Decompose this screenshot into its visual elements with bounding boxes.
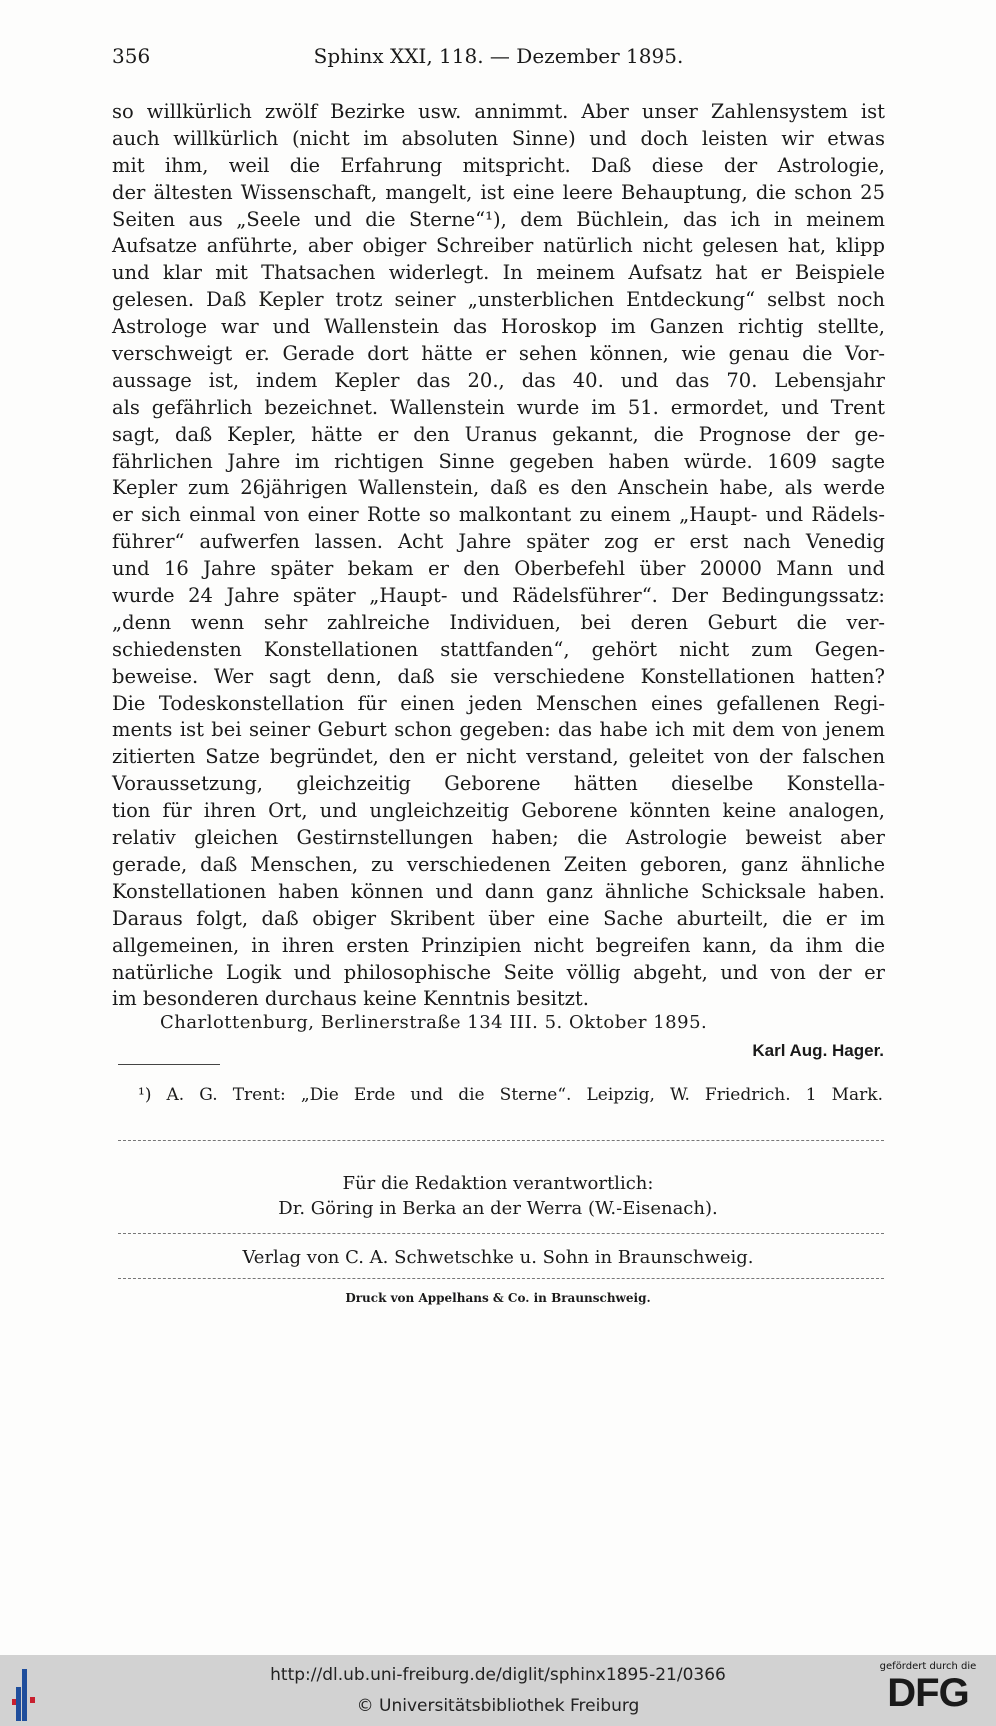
text-line: sagt, daß Kepler, hätte er den Uranus gekannt, die Prognose der ge- — [112, 422, 885, 446]
text-line: gerade, daß Menschen, zu verschiedenen Zeiten geboren, ganz ähnliche — [112, 852, 885, 876]
footnote: ¹) A. G. Trent: „Die Erde und die Sterne“. Leipzig, W. Friedrich. 1 Mark. — [138, 1085, 883, 1105]
divider — [118, 1233, 884, 1234]
divider — [118, 1278, 884, 1279]
text-line: der ältesten Wissenschaft, mangelt, ist eine leere Behauptung, die schon 25 — [112, 180, 885, 204]
text-line: natürliche Logik und philosophische Seite völlig abgeht, und von der er — [112, 960, 885, 984]
text-line: mit ihm, weil die Erfahrung mitspricht. Daß diese der Astrologie, — [112, 153, 885, 177]
viewer-footer — [0, 1655, 996, 1726]
text-line: allgemeinen, in ihren ersten Prinzipien nicht begreifen kann, da ihm die — [112, 933, 885, 957]
article-body — [112, 99, 885, 1013]
text-line: Voraussetzung, gleichzeitig Geborene hätten dieselbe Konstella- — [112, 772, 885, 796]
text-line: Kepler zum 26jährigen Wallenstein, daß es den Anschein habe, als werde — [112, 476, 885, 500]
imprint-editor: Dr. Göring in Berka an der Werra (W.-Eisenach). — [278, 1198, 718, 1219]
dfg-logo — [868, 1661, 988, 1723]
text-line: aussage ist, indem Kepler das 20., das 40. und das 70. Lebensjahr — [112, 368, 885, 392]
text-line: Aufsatze anführte, aber obiger Schreiber natürlich nicht gelesen hat, klipp — [112, 234, 885, 258]
page-number: 356 — [112, 44, 151, 68]
footnote-divider — [118, 1064, 220, 1065]
text-line: verschweigt er. Gerade dort hätte er sehen können, wie genau die Vor- — [112, 342, 885, 366]
text-line: und klar mit Thatsachen widerlegt. In meinem Aufsatz hat er Beispiele — [112, 261, 885, 285]
text-line: als gefährlich bezeichnet. Wallenstein wurde im 51. ermordet, und Trent — [112, 395, 885, 419]
copyright: © Universitätsbibliothek Freiburg — [356, 1696, 640, 1716]
imprint-publisher: Verlag von C. A. Schwetschke u. Sohn in Braunschweig. — [242, 1247, 754, 1268]
text-line: gelesen. Daß Kepler trotz seiner „unsterblichen Entdeckung“ selbst noch — [112, 288, 885, 312]
place-date: Charlottenburg, Berlinerstraße 134 III. 5. Oktober 1895. — [160, 1012, 708, 1033]
text-line: wurde 24 Jahre später „Haupt- und Rädelsführer“. Der Bedingungssatz: — [112, 584, 885, 608]
text-line: zitierten Satze begründet, den er nicht verstand, geleitet von der falschen — [112, 745, 885, 769]
text-line: beweise. Wer sagt denn, daß sie verschiedene Konstellationen hatten? — [112, 664, 885, 688]
text-line: Daraus folgt, daß obiger Skribent über eine Sache aburteilt, die er im — [112, 906, 885, 930]
text-line: ments ist bei seiner Geburt schon gegeben: das habe ich mit dem von jenem — [112, 718, 885, 742]
imprint-printer: Druck von Appelhans & Co. in Braunschweig. — [345, 1291, 651, 1305]
text-line: Konstellationen haben können und dann ganz ähnliche Schicksale haben. — [112, 879, 885, 903]
author-signature: Karl Aug. Hager. — [752, 1041, 884, 1060]
text-line: auch willkürlich (nicht im absoluten Sinne) und doch leisten wir etwas — [112, 126, 885, 150]
dfg-tagline: gefördert durch die — [879, 1661, 977, 1672]
text-line: fährlichen Jahre im richtigen Sinne gegeben haben würde. 1609 sagte — [112, 449, 885, 473]
imprint-responsible: Für die Redaktion verantwortlich: — [342, 1173, 654, 1194]
text-line: im besonderen durchaus keine Kenntnis besitzt. — [112, 987, 589, 1011]
text-line: und 16 Jahre später bekam er den Oberbefehl über 20000 Mann und — [112, 557, 885, 581]
text-line: „denn wenn sehr zahlreiche Individuen, bei deren Geburt die ver- — [112, 610, 885, 634]
text-line: Astrologe war und Wallenstein das Horoskop im Ganzen richtig stellte, — [112, 315, 885, 339]
divider — [118, 1140, 884, 1141]
text-line: schiedensten Konstellationen stattfanden“, gehört nicht zum Gegen- — [112, 637, 885, 661]
page-header — [112, 44, 885, 74]
text-line: er sich einmal von einer Rotte so malkontant zu einem „Haupt- und Rädels- — [112, 503, 885, 527]
text-line: führer“ aufwerfen lassen. Acht Jahre später zog er erst nach Venedig — [112, 530, 885, 554]
text-line: so willkürlich zwölf Bezirke usw. annimmt. Aber unser Zahlensystem ist — [112, 100, 885, 123]
dfg-wordmark: DFG — [887, 1671, 969, 1715]
permalink-url[interactable]: http://dl.ub.uni-freiburg.de/diglit/sphinx1895-21/0366 — [270, 1665, 726, 1685]
running-title: Sphinx XXI, 118. — Dezember 1895. — [313, 44, 684, 68]
text-line: relativ gleichen Gestirnstellungen haben; die Astrologie beweist aber — [112, 826, 885, 850]
text-line: Die Todeskonstellation für einen jeden Menschen eines gefallenen Regi- — [112, 691, 885, 715]
text-line: tion für ihren Ort, und ungleichzeitig Geborene könnten keine analogen, — [112, 799, 885, 823]
text-line: Seiten aus „Seele und die Sterne“¹), dem Büchlein, das ich in meinem — [112, 207, 885, 231]
